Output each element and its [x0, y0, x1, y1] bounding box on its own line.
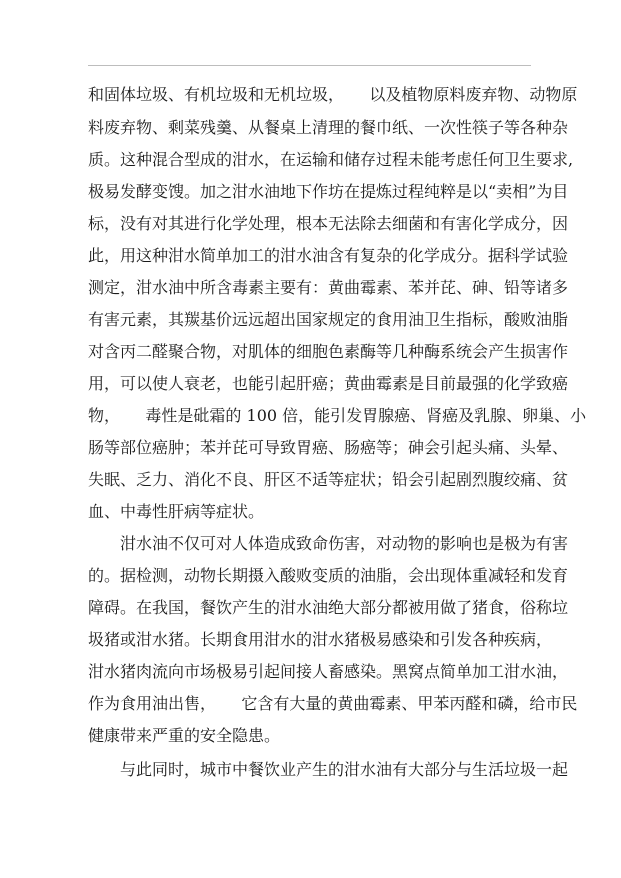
text-line: 此，用这种泔水简单加工的泔水油含有复杂的化学成分。据科学试验	[88, 246, 569, 265]
text-line: 物， 毒性是砒霜的 100 倍，能引发胃腺癌、肾癌及乳腺、卵巢、小	[88, 406, 587, 425]
text-line: 作为食用油出售， 它含有大量的黄曲霉素、甲苯丙醛和磷，给市民	[88, 694, 578, 713]
text-line: 标，没有对其进行化学处理，根本无法除去细菌和有害化学成分，因	[88, 214, 569, 233]
header-rule	[88, 65, 531, 66]
text-line: 对含丙二醛聚合物，对肌体的细胞色素酶等几种酶系统会产生损害作	[88, 342, 569, 361]
text-line: 有害元素，其羰基价远远超出国家规定的食用油卫生指标，酸败油脂	[88, 310, 569, 329]
paragraph-start-line: 泔水油不仅可对人体造成致命伤害，对动物的影响也是极为有害	[120, 534, 569, 553]
text-line: 的。据检测，动物长期摄入酸败变质的油脂，会出现体重减轻和发育	[88, 566, 569, 585]
text-line: 泔水猪肉流向市场极易引起间接人畜感染。黑窝点简单加工泔水油，	[88, 662, 569, 681]
text-line: 料废弃物、剩菜残羹、从餐桌上清理的餐巾纸、一次性筷子等各种杂	[88, 118, 569, 137]
text-line: 极易发酵变馊。加之泔水油地下作坊在提炼过程纯粹是以“卖相”为目	[88, 182, 569, 201]
text-line: 障碍。在我国，餐饮产生的泔水油绝大部分都被用做了猪食，俗称垃	[88, 598, 569, 617]
text-line: 质。这种混合型成的泔水，在运输和储存过程未能考虑任何卫生要求,	[88, 150, 574, 169]
text-line: 测定，泔水油中所含毒素主要有：黄曲霉素、苯并芘、砷、铅等诸多	[88, 278, 569, 297]
text-line: 用，可以使人衰老，也能引起肝癌；黄曲霉素是目前最强的化学致癌	[88, 374, 569, 393]
text-line: 失眠、乏力、消化不良、肝区不适等症状；铅会引起剧烈腹绞痛、贫	[88, 470, 569, 489]
text-line: 健康带来严重的安全隐患。	[88, 726, 281, 745]
text-line: 血、中毒性肝病等症状。	[88, 502, 265, 521]
paragraph-start-line: 与此同时，城市中餐饮业产生的泔水油有大部分与生活垃圾一起	[120, 760, 569, 779]
text-line: 肠等部位癌肿；苯并芘可导致胃癌、肠癌等；砷会引起头痛、头晕、	[88, 438, 569, 457]
text-line: 和固体垃圾、有机垃圾和无机垃圾， 以及植物原料废弃物、动物原	[88, 85, 578, 104]
text-line: 圾猪或泔水猪。长期食用泔水的泔水猪极易感染和引发各种疾病，	[88, 630, 553, 649]
